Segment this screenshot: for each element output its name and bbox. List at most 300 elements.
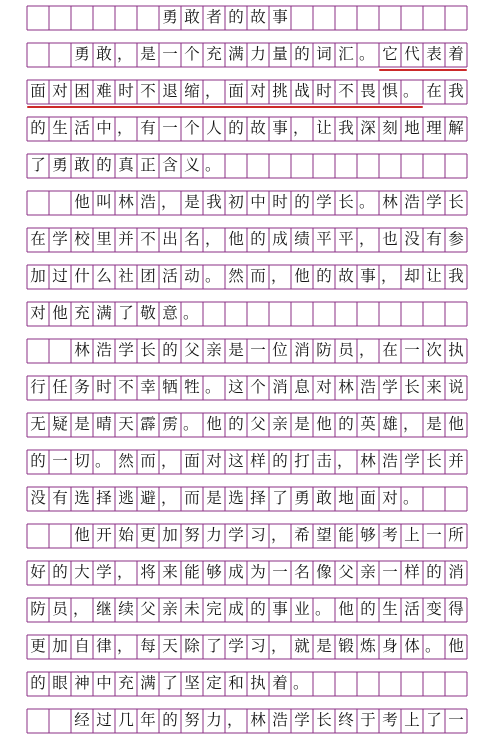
grid-cell: 个 xyxy=(184,119,200,138)
grid-cell: 团 xyxy=(140,267,156,286)
grid-cell: 亲 xyxy=(162,600,178,619)
grid-cell: 过 xyxy=(96,711,112,730)
grid-cell: 中 xyxy=(250,193,266,212)
grid-cell: 难 xyxy=(96,82,112,101)
grid-cell: 雳 xyxy=(162,415,178,434)
grid-cell: 初 xyxy=(228,193,244,212)
grid-cell: 更 xyxy=(140,526,156,545)
grid-cell: 然 xyxy=(118,452,134,471)
grid-cell: 他 xyxy=(74,526,90,545)
grid-cell xyxy=(423,6,445,30)
grid-cell: 消 xyxy=(448,563,464,582)
grid-cell: 时 xyxy=(96,378,112,397)
grid-cell: 学 xyxy=(426,193,442,212)
grid-cell: 样 xyxy=(250,452,266,471)
grid-cell: 眼 xyxy=(52,674,68,693)
grid-cell: ， xyxy=(271,267,287,286)
grid-cell: 和 xyxy=(228,674,244,693)
grid-cell: 意 xyxy=(162,304,178,323)
grid-cell: 自 xyxy=(74,637,90,656)
grid-cell: 学 xyxy=(52,230,68,249)
grid-cell: 社 xyxy=(118,267,134,286)
grid-cell: 择 xyxy=(250,489,266,508)
grid-cell: 不 xyxy=(338,82,354,101)
grid-cell: 一 xyxy=(382,563,398,582)
grid-cell: 浩 xyxy=(404,193,420,212)
grid-cell: 学 xyxy=(118,341,134,360)
grid-cell: 避 xyxy=(140,489,156,508)
grid-cell xyxy=(225,302,247,326)
grid-cell: 长 xyxy=(404,378,420,397)
grid-cell: 事 xyxy=(272,8,288,27)
grid-cell: 父 xyxy=(140,600,156,619)
grid-cell: 敢 xyxy=(74,156,90,175)
grid-cell: 防 xyxy=(316,341,332,360)
grid-cell: 真 xyxy=(118,156,134,175)
grid-cell: 牲 xyxy=(184,378,200,397)
grid-cell xyxy=(401,154,423,178)
grid-cell: 雄 xyxy=(382,415,398,434)
grid-cell: 成 xyxy=(272,230,288,249)
grid-cell: 并 xyxy=(118,230,134,249)
grid-cell: 晴 xyxy=(96,415,112,434)
grid-cell xyxy=(27,524,49,548)
highlight-underline xyxy=(379,69,467,71)
grid-cell: 平 xyxy=(338,230,354,249)
grid-cell: 名 xyxy=(294,563,310,582)
grid-cell: 的 xyxy=(360,600,376,619)
grid-cell: 敬 xyxy=(140,304,156,323)
grid-cell: 他 xyxy=(448,415,464,434)
grid-cell: 在 xyxy=(426,82,442,101)
grid-cell: 够 xyxy=(360,526,376,545)
grid-cell xyxy=(445,154,467,178)
grid-cell: 过 xyxy=(52,267,68,286)
grid-cell xyxy=(445,487,467,511)
grid-cell: 林 xyxy=(360,452,376,471)
grid-cell: 却 xyxy=(404,267,420,286)
grid-cell: 变 xyxy=(426,600,442,619)
grid-cell: 行 xyxy=(30,378,46,397)
grid-cell: 体 xyxy=(404,637,420,656)
grid-cell xyxy=(423,154,445,178)
grid-cell: 一 xyxy=(250,341,266,360)
grid-cell xyxy=(335,6,357,30)
grid-cell: 挑 xyxy=(272,82,288,101)
grid-cell: 战 xyxy=(294,82,310,101)
grid-cell xyxy=(357,302,379,326)
grid-cell: ， xyxy=(205,230,221,249)
grid-cell xyxy=(291,6,313,30)
grid-cell: 一 xyxy=(404,341,420,360)
grid-cell: 充 xyxy=(206,45,222,64)
grid-cell: 考 xyxy=(382,711,398,730)
grid-cell xyxy=(269,302,291,326)
grid-cell: 在 xyxy=(30,230,46,249)
grid-cell: 是 xyxy=(206,489,222,508)
grid-cell xyxy=(27,339,49,363)
grid-cell: 生 xyxy=(382,600,398,619)
grid-cell: 未 xyxy=(184,600,200,619)
grid-cell: 的 xyxy=(30,452,46,471)
grid-cell: 一 xyxy=(448,711,464,730)
grid-cell: 浩 xyxy=(360,378,376,397)
grid-cell: 对 xyxy=(206,452,222,471)
highlight-underline xyxy=(27,106,423,108)
grid-cell: 让 xyxy=(316,119,332,138)
grid-cell: 出 xyxy=(162,230,178,249)
grid-cell: 的 xyxy=(162,341,178,360)
grid-cell: 满 xyxy=(228,45,244,64)
grid-cell: 了 xyxy=(206,637,222,656)
grid-cell: 来 xyxy=(162,563,178,582)
grid-cell: 林 xyxy=(118,193,134,212)
grid-cell: 的 xyxy=(52,563,68,582)
grid-cell: 代 xyxy=(404,45,420,64)
grid-cell: 炼 xyxy=(360,637,376,656)
grid-cell: ， xyxy=(117,563,133,582)
grid-cell xyxy=(445,672,467,696)
grid-cell xyxy=(401,6,423,30)
grid-cell: 了 xyxy=(162,674,178,693)
grid-cell: 终 xyxy=(338,711,354,730)
grid-cell: 击 xyxy=(316,452,332,471)
grid-cell: 就 xyxy=(294,637,310,656)
grid-cell: 一 xyxy=(52,452,68,471)
grid-cell: 学 xyxy=(294,711,310,730)
grid-cell: 几 xyxy=(118,711,134,730)
grid-cell: 对 xyxy=(250,82,266,101)
grid-cell: 。 xyxy=(425,637,441,656)
grid-cell: 勇 xyxy=(294,489,310,508)
grid-cell: 浩 xyxy=(382,452,398,471)
grid-cell: 深 xyxy=(360,119,376,138)
grid-cell: 习 xyxy=(250,526,266,545)
grid-cell: 困 xyxy=(74,82,90,101)
grid-cell: 我 xyxy=(448,82,464,101)
grid-cell: 参 xyxy=(448,230,464,249)
grid-cell: 他 xyxy=(316,415,332,434)
grid-cell xyxy=(247,302,269,326)
grid-cell: 学 xyxy=(228,526,244,545)
grid-cell: 。 xyxy=(205,156,221,175)
grid-cell: 事 xyxy=(272,119,288,138)
grid-cell: 切 xyxy=(74,452,90,471)
grid-cell: 有 xyxy=(52,489,68,508)
grid-cell: 天 xyxy=(162,637,178,656)
grid-cell: ， xyxy=(359,230,375,249)
grid-cell xyxy=(247,154,269,178)
grid-cell: 什 xyxy=(74,267,90,286)
grid-cell: 加 xyxy=(162,526,178,545)
grid-cell xyxy=(225,154,247,178)
grid-cell: 。 xyxy=(315,600,331,619)
grid-cell: 更 xyxy=(30,637,46,656)
grid-cell: 时 xyxy=(316,82,332,101)
grid-cell: 。 xyxy=(183,415,199,434)
grid-cell: 刻 xyxy=(382,119,398,138)
grid-cell: 不 xyxy=(140,82,156,101)
grid-cell xyxy=(71,6,93,30)
grid-cell: 满 xyxy=(140,674,156,693)
grid-cell: 父 xyxy=(184,341,200,360)
grid-cell: 望 xyxy=(316,526,332,545)
grid-cell: 霹 xyxy=(140,415,156,434)
grid-cell: 词 xyxy=(316,45,332,64)
grid-cell: 林 xyxy=(250,711,266,730)
grid-cell: 着 xyxy=(448,45,464,64)
essay-row xyxy=(27,487,467,511)
grid-cell xyxy=(335,302,357,326)
grid-cell: 敢 xyxy=(316,489,332,508)
grid-cell: 动 xyxy=(184,267,200,286)
grid-cell xyxy=(49,6,71,30)
grid-cell xyxy=(379,154,401,178)
grid-cell xyxy=(357,154,379,178)
grid-cell: 然 xyxy=(228,267,244,286)
grid-cell xyxy=(49,709,71,733)
grid-cell: ， xyxy=(271,637,287,656)
grid-cell: 神 xyxy=(74,674,90,693)
grid-cell: 活 xyxy=(162,267,178,286)
grid-cell xyxy=(115,6,137,30)
grid-cell: 。 xyxy=(205,267,221,286)
grid-cell: 了 xyxy=(426,711,442,730)
essay-row xyxy=(27,709,467,733)
grid-cell xyxy=(335,672,357,696)
grid-cell xyxy=(335,154,357,178)
grid-cell: ， xyxy=(403,415,419,434)
grid-cell: 面 xyxy=(228,82,244,101)
grid-cell: 所 xyxy=(448,526,464,545)
grid-cell: 满 xyxy=(96,304,112,323)
grid-cell: 的 xyxy=(30,119,46,138)
grid-cell: 的 xyxy=(162,711,178,730)
grid-cell: 加 xyxy=(30,267,46,286)
grid-cell: 亲 xyxy=(206,341,222,360)
grid-cell: 充 xyxy=(118,674,134,693)
grid-cell: 说 xyxy=(448,378,464,397)
grid-cell: 锻 xyxy=(338,637,354,656)
grid-cell: 他 xyxy=(448,637,464,656)
grid-cell: 完 xyxy=(206,600,222,619)
grid-cell: 习 xyxy=(250,637,266,656)
grid-cell: 量 xyxy=(272,45,288,64)
grid-cell: 事 xyxy=(272,600,288,619)
grid-cell: 而 xyxy=(184,489,200,508)
grid-cell: 充 xyxy=(74,304,90,323)
grid-cell xyxy=(401,302,423,326)
grid-cell: 务 xyxy=(74,378,90,397)
grid-cell: 我 xyxy=(206,193,222,212)
grid-cell: ， xyxy=(337,452,353,471)
grid-cell: 活 xyxy=(74,119,90,138)
essay-row xyxy=(27,450,467,474)
grid-cell: 有 xyxy=(140,119,156,138)
grid-cell: 。 xyxy=(95,452,111,471)
grid-cell: 是 xyxy=(426,415,442,434)
grid-cell: 消 xyxy=(294,341,310,360)
grid-cell: 亲 xyxy=(272,415,288,434)
grid-cell: 努 xyxy=(184,711,200,730)
grid-cell: 正 xyxy=(140,156,156,175)
grid-cell: 无 xyxy=(30,415,46,434)
essay-row xyxy=(27,154,467,178)
grid-cell: 择 xyxy=(96,489,112,508)
grid-cell: 浩 xyxy=(140,193,156,212)
grid-cell: 里 xyxy=(96,230,112,249)
grid-cell: 选 xyxy=(74,489,90,508)
grid-cell: 坚 xyxy=(184,674,200,693)
grid-cell: 样 xyxy=(404,563,420,582)
grid-cell: 林 xyxy=(338,378,354,397)
grid-cell: 时 xyxy=(272,193,288,212)
grid-cell: 的 xyxy=(228,415,244,434)
grid-cell xyxy=(313,154,335,178)
grid-cell: 的 xyxy=(294,193,310,212)
grid-cell: 对 xyxy=(316,378,332,397)
grid-cell: 对 xyxy=(52,82,68,101)
grid-cell: 的 xyxy=(272,452,288,471)
grid-cell: 长 xyxy=(140,341,156,360)
grid-cell: ， xyxy=(73,600,89,619)
grid-cell: 亲 xyxy=(360,563,376,582)
grid-cell: 父 xyxy=(338,563,354,582)
grid-cell xyxy=(401,672,423,696)
grid-cell: 的 xyxy=(228,119,244,138)
grid-cell: 能 xyxy=(338,526,354,545)
grid-cell: 对 xyxy=(30,304,46,323)
grid-cell: 定 xyxy=(206,674,222,693)
grid-cell: 勇 xyxy=(162,8,178,27)
grid-cell: 没 xyxy=(404,230,420,249)
grid-cell: ， xyxy=(161,452,177,471)
grid-cell: 面 xyxy=(360,489,376,508)
grid-cell: 开 xyxy=(96,526,112,545)
grid-cell: 绩 xyxy=(294,230,310,249)
grid-cell: ， xyxy=(205,82,221,101)
grid-cell: 打 xyxy=(294,452,310,471)
grid-cell: ， xyxy=(117,45,133,64)
grid-cell: 我 xyxy=(448,267,464,286)
grid-cell: 的 xyxy=(294,45,310,64)
grid-cell: 地 xyxy=(404,119,420,138)
grid-cell: 是 xyxy=(228,341,244,360)
grid-cell: 将 xyxy=(140,563,156,582)
grid-cell: 执 xyxy=(250,674,266,693)
grid-cell: 是 xyxy=(184,193,200,212)
grid-cell: 活 xyxy=(404,600,420,619)
essay-row xyxy=(27,635,467,659)
grid-cell: 了 xyxy=(118,304,134,323)
grid-cell xyxy=(357,672,379,696)
grid-cell xyxy=(49,43,71,67)
grid-cell: 力 xyxy=(206,526,222,545)
grid-cell: 表 xyxy=(426,45,442,64)
grid-cell: 。 xyxy=(205,378,221,397)
grid-cell: 成 xyxy=(228,600,244,619)
essay-row xyxy=(27,302,467,326)
grid-cell: 生 xyxy=(52,119,68,138)
grid-cell: ， xyxy=(161,489,177,508)
grid-cell: 。 xyxy=(403,82,419,101)
grid-cell: 这 xyxy=(228,452,244,471)
grid-cell: 长 xyxy=(448,193,464,212)
grid-cell: 也 xyxy=(382,230,398,249)
grid-cell: 敢 xyxy=(184,8,200,27)
grid-cell: 于 xyxy=(360,711,376,730)
grid-cell xyxy=(49,191,71,215)
grid-cell: 消 xyxy=(272,378,288,397)
grid-cell: 他 xyxy=(294,267,310,286)
grid-cell: 。 xyxy=(359,193,375,212)
grid-cell: 疑 xyxy=(52,415,68,434)
grid-cell: 是 xyxy=(74,415,90,434)
grid-cell xyxy=(93,6,115,30)
grid-cell xyxy=(269,154,291,178)
grid-cell: 一 xyxy=(426,526,442,545)
grid-cell: 汇 xyxy=(338,45,354,64)
grid-cell: 长 xyxy=(316,711,332,730)
grid-cell: 对 xyxy=(382,489,398,508)
essay-row xyxy=(27,561,467,585)
grid-cell: 了 xyxy=(30,156,46,175)
grid-cell: 故 xyxy=(250,8,266,27)
grid-cell: 学 xyxy=(382,378,398,397)
grid-cell: 的 xyxy=(316,267,332,286)
grid-cell: 时 xyxy=(118,82,134,101)
grid-cell: 始 xyxy=(118,526,134,545)
grid-cell xyxy=(313,6,335,30)
grid-cell: 让 xyxy=(426,267,442,286)
grid-cell: 一 xyxy=(162,45,178,64)
grid-cell: 继 xyxy=(96,600,112,619)
grid-cell xyxy=(203,302,225,326)
grid-cell xyxy=(423,672,445,696)
grid-cell: ， xyxy=(161,193,177,212)
essay-row xyxy=(27,265,467,289)
grid-cell: 像 xyxy=(316,563,332,582)
grid-cell: 么 xyxy=(96,267,112,286)
grid-cell: 故 xyxy=(338,267,354,286)
grid-cell: 够 xyxy=(206,563,222,582)
grid-cell: 。 xyxy=(359,45,375,64)
essay-row xyxy=(27,228,467,252)
grid-cell: 力 xyxy=(250,45,266,64)
grid-cell: 故 xyxy=(250,119,266,138)
grid-cell xyxy=(423,487,445,511)
grid-cell: 地 xyxy=(338,489,354,508)
grid-cell: 身 xyxy=(382,637,398,656)
grid-cell: 面 xyxy=(30,82,46,101)
grid-cell xyxy=(27,6,49,30)
grid-cell: 能 xyxy=(184,563,200,582)
grid-cell: 我 xyxy=(338,119,354,138)
grid-cell: 选 xyxy=(228,489,244,508)
grid-cell: 敢 xyxy=(96,45,112,64)
grid-cell: 员 xyxy=(338,341,354,360)
grid-cell xyxy=(49,524,71,548)
grid-cell: 父 xyxy=(250,415,266,434)
grid-cell xyxy=(379,6,401,30)
grid-cell: 年 xyxy=(140,711,156,730)
grid-cell: 。 xyxy=(403,489,419,508)
grid-cell xyxy=(291,154,313,178)
grid-cell: 个 xyxy=(250,378,266,397)
grid-cell: 是 xyxy=(140,45,156,64)
grid-cell: 努 xyxy=(184,526,200,545)
grid-cell: 林 xyxy=(382,193,398,212)
